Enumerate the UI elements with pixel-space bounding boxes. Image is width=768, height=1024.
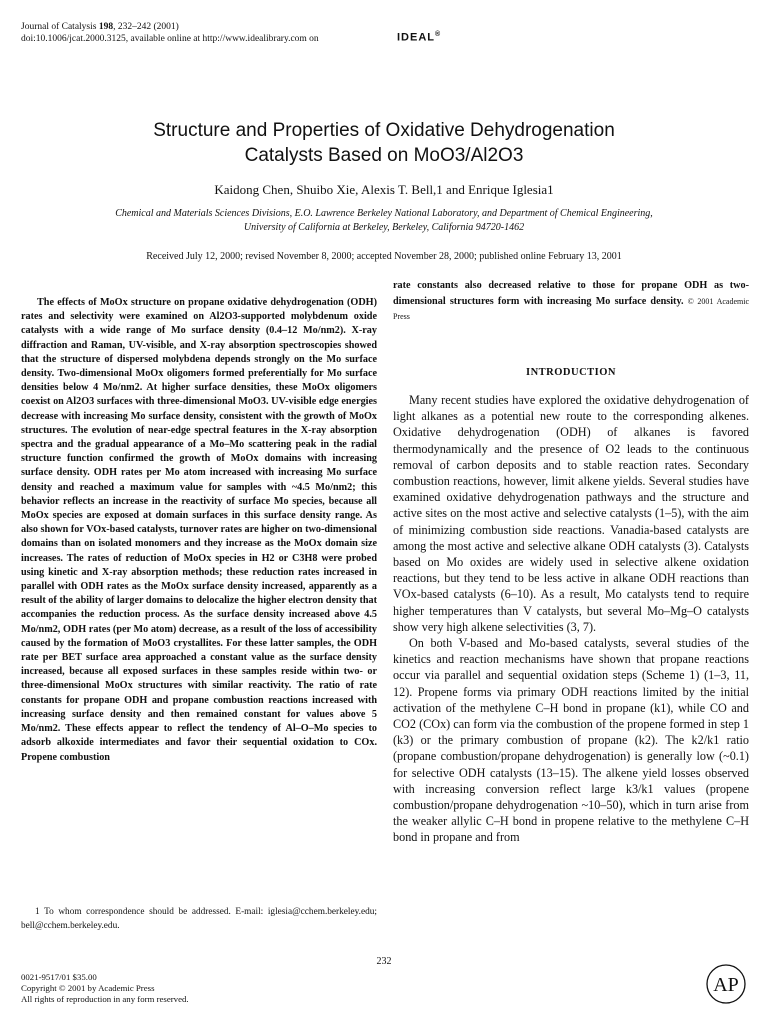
copyright-line: Copyright © 2001 by Academic Press bbox=[21, 983, 155, 993]
abstract-continued bbox=[393, 278, 749, 325]
intro-paragraph: On both V-based and Mo-based catalysts, several studies of the kinetics and reaction mechanisms have shown that propane reactions occur via parallel and sequential oxidation steps (Scheme 1) (1–3, 11, 12). Propene forms via primary ODH reactions limited by the initial activation of the methylene C–H bond in propane (k1), while CO and CO2 (COx) can form via the combustion of the propene formed in step 1 (k3) or the primary combustion of propane (k2). The k2/k1 ratio (propane combustion/propane dehydrogenation) is generally low (~0.1) for selective ODH catalysts (13–15). The alkene yield losses observed with increasing conversion reflect large k3/k1 values (propene combustion/propane dehydrogenation ~10–50), which in turn arise from the weaker allylic C–H bond in propene relative to the methylene C–H bond in propane and from bbox=[393, 636, 749, 845]
received-dates: Received July 12, 2000; revised November 8, 2000; accepted November 28, 2000; published online February 13, 2001 bbox=[146, 251, 622, 262]
page-number: 232 bbox=[376, 956, 392, 967]
section-heading: INTRODUCTION bbox=[525, 367, 616, 378]
intro-paragraph: Many recent studies have explored the oxidative dehydrogenation of light alkanes as a potential new route to the corresponding alkenes. Oxidative dehydrogenation (ODH) of alkanes is favored thermodynamically and the presence of O2 leads to the continuous removal of carbon deposits and to stable reaction rates. Secondary combustion reactions, however, limit alkene yields. Several studies have examined oxidative dehydrogenation pathways and the structure and active sites on the most active and selective catalysts (1–5), with the aim of minimizing combustion side reactions. Vanadia-based catalysts are among the most active and selective alkane ODH catalysts (3). Catalysts based on Mo oxides are widely used in selective alkene oxidation reactions, but they tend to be less active in alkane ODH reactions than VOx-based catalysts (6–10). As a result, Mo catalysts tend to require higher temperatures than V catalysts, but several Mo–Mg–O catalysts show very high alkene selectivities (3, 7). bbox=[393, 393, 749, 634]
publication-info bbox=[21, 972, 189, 1005]
affiliation bbox=[40, 207, 728, 235]
journal-citation: Journal of Catalysis 198, 232–242 (2001) bbox=[21, 22, 179, 32]
abstract bbox=[21, 296, 377, 765]
journal-name: Journal of Catalysis bbox=[21, 22, 97, 32]
abstract-text: The effects of MoOx structure on propane oxidative dehydrogenation (ODH) rates and selectivity were examined on Al2O3-supported molybdenum oxide catalysts with a wide range of Mo surface density (0.4–12 Mo/nm2). X-ray diffraction and Raman, UV-visible, and X-ray absorption spectroscopies showed that the structure of dispersed molybdena depends strongly on the Mo surface density. Two-dimensional MoOx oligomers formed preferentially for Mo surface densities below 4 Mo/nm2. At higher surface densities, these MoOx oligomers coexist on Al2O3 surfaces with three-dimensional MoO3. UV-visible edge energies decrease with increasing Mo surface density, consistent with the growth of MoOx structures. The evolution of near-edge spectral features in the X-ray absorption spectra and the gradual appearance of a Mo–Mo scattering peak in the radial structure function confirmed the growth of MoOx domains with increasing surface density. ODH rates per Mo atom increased with increasing Mo surface density and reached a maximum value for samples with ~4.5 Mo/nm2; this behavior reflects an increase in the reactivity of surface Mo species, because all MoOx species are exposed at domain surfaces in this surface density range. As also shown for VOx-based catalysts, turnover rates are higher on two-dimensional domains than on isolated monomers and they increase as the MoOx domain size increases. The rates of reduction of MoOx species in H2 or C3H8 were probed using kinetic and X-ray absorption methods; these reduction rates increased in parallel with ODH rates as the MoOx surface density increased, apparently as a result of the ability of larger domains to delocalize the higher electron density that accompanies the reduction process. As the surface density increased above 4.5 Mo/nm2, ODH rates (per Mo atom) decrease, as a result of the loss of accessibility caused by the formation of MoO3 crystallites. For these latter samples, the ODH rate per BET surface area approached a constant value as the surface density increased, because all exposed surfaces in these samples reside within two- or three-dimensional MoOx structures with similar reactivity. The ratio of rate constants for propane ODH and propane combustion reactions increased with increasing surface density and then remained constant for values above 5 Mo/nm2. These effects appear to reflect the tendency of Al–O–Mo species to adsorb alkoxide intermediates and favor their sequential oxidation to COx. Propene combustion bbox=[21, 297, 377, 763]
rights-line: All rights of reproduction in any form reserved. bbox=[21, 994, 189, 1004]
publisher-logo-icon bbox=[705, 963, 747, 1005]
journal-pages: 232–242 (2001) bbox=[117, 22, 179, 32]
abstract-continued-text: rate constants also decreased relative to those for propane ODH as two-dimensional structures form with increasing Mo surface density. bbox=[393, 280, 749, 307]
introduction-body bbox=[393, 392, 749, 846]
svg-text:AP: AP bbox=[713, 974, 739, 996]
doi-line[interactable]: doi:10.1006/jcat.2000.3125, available online at http://www.idealibrary.com on bbox=[21, 34, 319, 44]
footnote: 1 To whom correspondence should be addressed. E-mail: iglesia@cchem.berkeley.edu; bell@cchem.berkeley.edu. bbox=[21, 907, 377, 931]
affiliation-line-1: Chemical and Materials Sciences Divisions, E.O. Lawrence Berkeley National Laboratory, and Department of Chemical Engineering, bbox=[115, 208, 653, 219]
title-line-1: Structure and Properties of Oxidative Dehydrogenation bbox=[153, 120, 615, 141]
copyright-inline: © 2001 Academic Press bbox=[393, 296, 750, 322]
affiliation-line-2: University of California at Berkeley, Berkeley, California 94720-1462 bbox=[243, 222, 525, 233]
article-title bbox=[60, 118, 708, 168]
issn-price: 0021-9517/01 $35.00 bbox=[21, 972, 97, 982]
author-list: Kaidong Chen, Shuibo Xie, Alexis T. Bell,1 and Enrique Iglesia1 bbox=[214, 182, 554, 197]
journal-volume: 198 bbox=[98, 22, 114, 32]
title-line-2: Catalysts Based on MoO3/Al2O3 bbox=[244, 145, 524, 166]
ideal-logo: IDEAL® bbox=[397, 31, 442, 44]
